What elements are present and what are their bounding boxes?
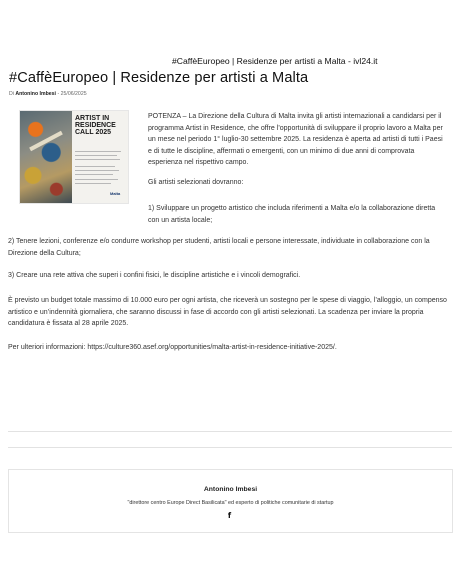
malta-logo: Malta (110, 191, 121, 196)
image-text-line (75, 183, 111, 184)
author-box (8, 469, 453, 533)
image-text-line (75, 170, 119, 171)
image-text-line (75, 159, 120, 160)
facebook-icon[interactable]: f (227, 511, 232, 520)
image-text-line (75, 174, 113, 175)
article-paragraph: POTENZA – La Direzione della Cultura di Malta invita gli artisti internazionali a candidarsi per il programma Artist in Residence, che offre l’opportunità di sviluppare il proprio lavoro a Malta per un mese nel periodo 1° luglio-30 settembre 2025. La residenza è aperta ad artisti di tutti i Paesi e di tutte le discipline, affermati o emergenti, con un minimo di due anni di comprovata esperienza nel rispettivo campo. (148, 113, 443, 167)
article-title[interactable]: #CaffèEuropeo | Residenze per artisti a Malta (9, 70, 309, 86)
article-paragraph: Gli artisti selezionati dovranno: (148, 179, 244, 186)
image-text-line (75, 155, 117, 156)
artwork-illustration (20, 111, 72, 203)
article-meta (9, 91, 87, 97)
author-box-name[interactable]: Antonino Imbesi (203, 486, 258, 493)
image-text-line (75, 166, 115, 167)
section-divider (8, 431, 452, 432)
byline-prefix: Di (9, 91, 14, 97)
article-paragraph: 1) Sviluppare un progetto artistico che includa riferimenti a Malta e/o la collaborazione diretta con un artista locale; (148, 205, 436, 224)
image-title: ARTIST IN RESIDENCE CALL 2025 (75, 115, 116, 137)
author-box-bio: "direttore centro Europe Direct Basilicata" ed esperto di politiche comunitarie di startup (127, 500, 334, 506)
image-text-line (75, 151, 121, 152)
article-paragraph: 3) Creare una rete attiva che superi i confini fisici, le discipline artistiche e i vincoli demografici. (8, 272, 301, 279)
article-image[interactable] (19, 110, 129, 204)
article-paragraph: 2) Tenere lezioni, conferenze e/o condurre workshop per studenti, artisti locali e persone interessate, individuate in collaborazione con la Direzione della Cultura; (8, 238, 430, 257)
article-paragraph[interactable]: Per ulteriori informazioni: https://culture360.asef.org/opportunities/malta-artist-in-residence-initiative-2025/. (8, 344, 337, 351)
site-title: #CaffèEuropeo | Residenze per artisti a Malta - ivl24.it (172, 56, 378, 66)
article-paragraph: È previsto un budget totale massimo di 10.000 euro per ogni artista, che riceverà un sostegno per le spese di viaggio, l’alloggio, un compenso artistico e un’indennità giornaliera, che saranno discussi in fase di accordo con gli artisti selezionati. La scadenza per inviare la propria candidatura è fissata al 28 aprile 2025. (8, 297, 447, 328)
image-text-line (75, 179, 118, 180)
section-divider (8, 447, 452, 448)
publish-date: - 25/06/2025 (57, 91, 87, 97)
author-link[interactable]: Antonino Imbesi (15, 91, 56, 97)
